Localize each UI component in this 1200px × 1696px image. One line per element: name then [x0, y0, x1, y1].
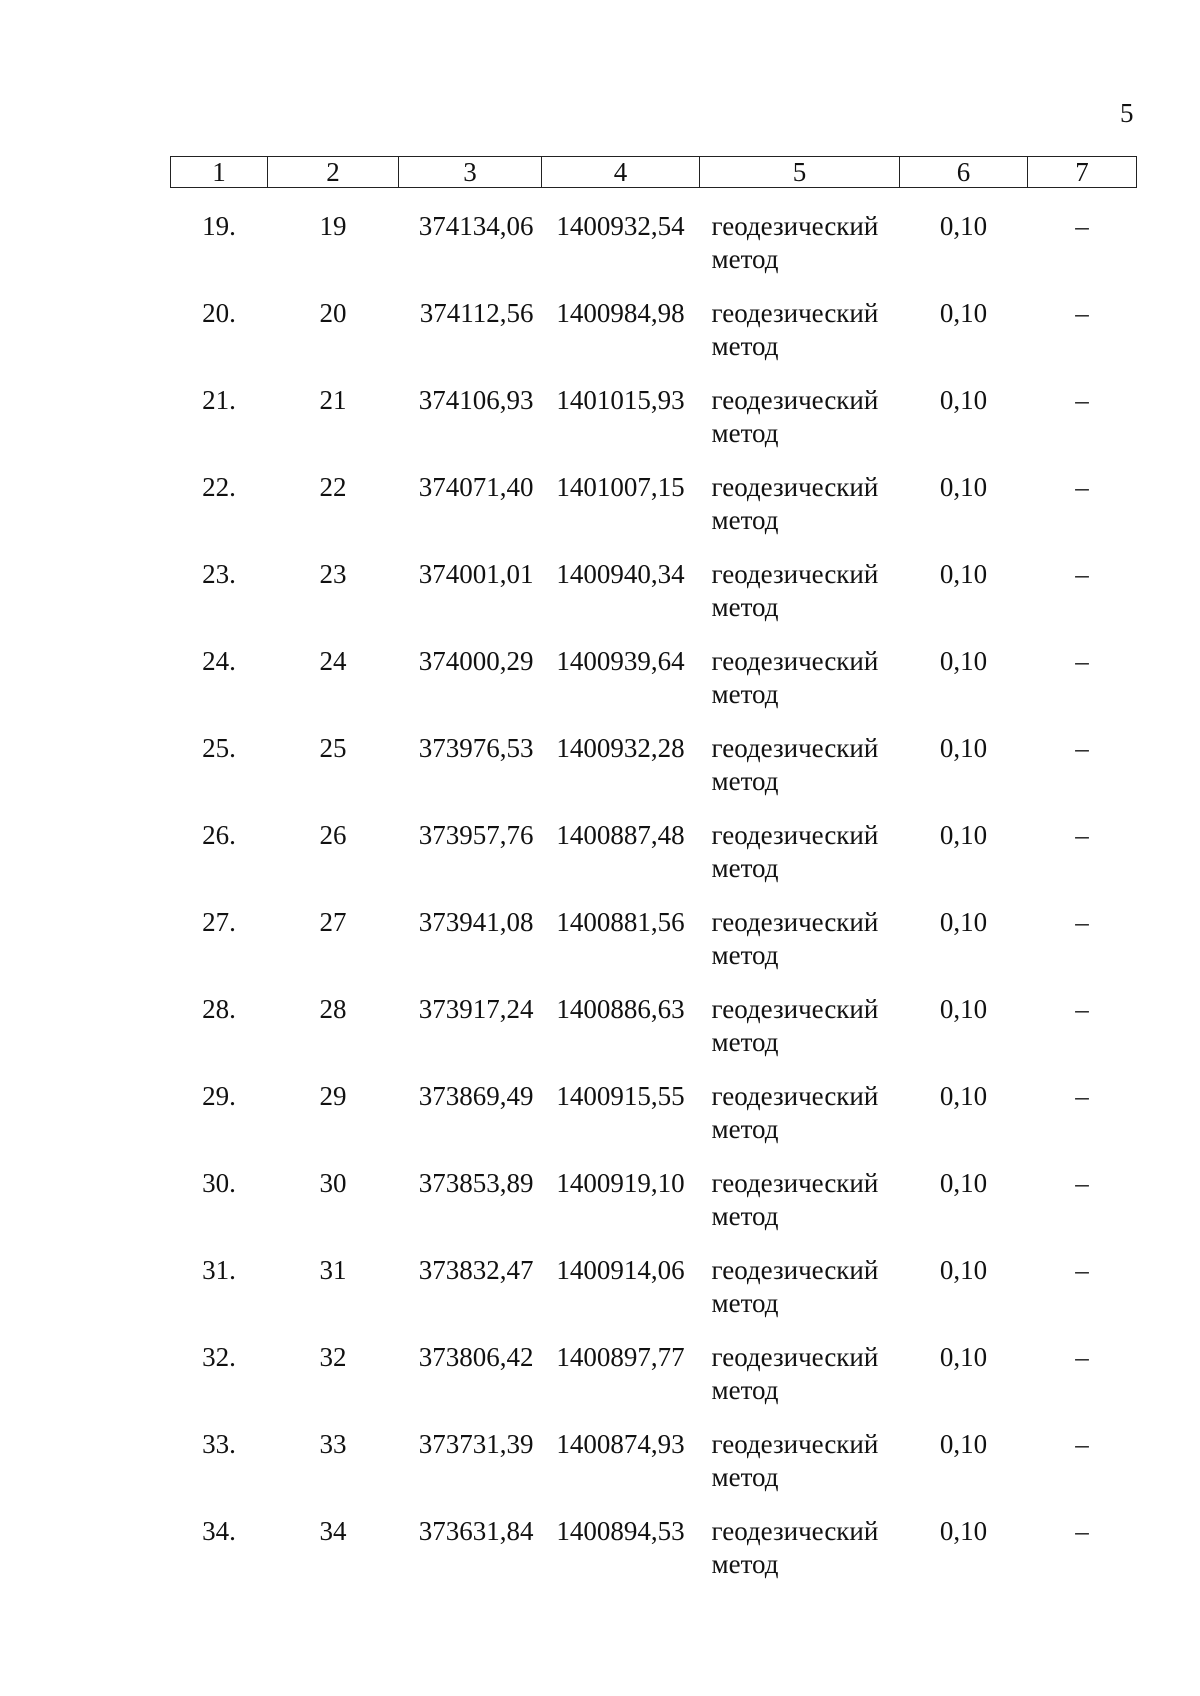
- header-cell: 4: [542, 157, 700, 188]
- point-id-cell: 30: [319, 1168, 347, 1198]
- row-number-cell: 33.: [202, 1429, 236, 1459]
- y-coordinate-cell: 1400984,98: [556, 298, 685, 328]
- y-coordinate-cell: 1401007,15: [556, 472, 685, 502]
- x-coordinate-cell: 373853,89: [418, 1168, 534, 1198]
- header-cell: 1: [171, 157, 268, 188]
- table-row: [171, 1428, 1137, 1515]
- table-row: [171, 1080, 1137, 1167]
- point-id-cell: 26: [319, 820, 347, 850]
- y-coordinate-cell: 1400940,34: [556, 559, 685, 589]
- table-row: [171, 1515, 1137, 1602]
- x-coordinate-cell: 373976,53: [418, 733, 534, 763]
- y-coordinate-cell: 1400932,54: [556, 211, 685, 241]
- point-id-cell: 34: [319, 1516, 347, 1546]
- y-coordinate-cell: 1401015,93: [556, 385, 685, 415]
- accuracy-cell: 0,10: [939, 1081, 988, 1111]
- header-cell: 3: [399, 157, 542, 188]
- accuracy-cell: 0,10: [939, 820, 988, 850]
- row-number-cell: 22.: [202, 472, 236, 502]
- point-id-cell: 19: [319, 211, 347, 241]
- accuracy-cell: 0,10: [939, 733, 988, 763]
- y-coordinate-cell: 1400874,93: [556, 1429, 685, 1459]
- note-cell: –: [1075, 820, 1089, 850]
- y-coordinate-cell: 1400919,10: [556, 1168, 685, 1198]
- table-row: [171, 1341, 1137, 1428]
- accuracy-cell: 0,10: [939, 1255, 988, 1285]
- table-body: [171, 188, 1137, 1603]
- y-coordinate-cell: 1400915,55: [556, 1081, 685, 1111]
- row-number-cell: 19.: [202, 211, 236, 241]
- row-number-cell: 34.: [202, 1516, 236, 1546]
- table-row: [171, 993, 1137, 1080]
- table-row: [171, 297, 1137, 384]
- x-coordinate-cell: 373917,24: [418, 994, 534, 1024]
- table-row: [171, 819, 1137, 906]
- accuracy-cell: 0,10: [939, 559, 988, 589]
- point-id-cell: 23: [319, 559, 347, 589]
- method-cell: геодезический метод: [711, 907, 879, 970]
- table-row: [171, 732, 1137, 819]
- y-coordinate-cell: 1400939,64: [556, 646, 685, 676]
- row-number-cell: 29.: [202, 1081, 236, 1111]
- method-cell: геодезический метод: [711, 211, 879, 274]
- x-coordinate-cell: 373941,08: [418, 907, 534, 937]
- note-cell: –: [1075, 1168, 1089, 1198]
- table-row: [171, 384, 1137, 471]
- accuracy-cell: 0,10: [939, 646, 988, 676]
- x-coordinate-cell: 373631,84: [418, 1516, 534, 1546]
- point-id-cell: 31: [319, 1255, 347, 1285]
- x-coordinate-cell: 374071,40: [418, 472, 534, 502]
- point-id-cell: 33: [319, 1429, 347, 1459]
- point-id-cell: 27: [319, 907, 347, 937]
- accuracy-cell: 0,10: [939, 1342, 988, 1372]
- row-number-cell: 27.: [202, 907, 236, 937]
- coordinates-table: [170, 156, 1137, 1602]
- method-cell: геодезический метод: [711, 298, 879, 361]
- table-row: [171, 1167, 1137, 1254]
- row-number-cell: 23.: [202, 559, 236, 589]
- method-cell: геодезический метод: [711, 646, 879, 709]
- point-id-cell: 21: [319, 385, 347, 415]
- note-cell: –: [1075, 733, 1089, 763]
- method-cell: геодезический метод: [711, 385, 879, 448]
- note-cell: –: [1075, 298, 1089, 328]
- table-row: [171, 188, 1137, 298]
- method-cell: геодезический метод: [711, 1168, 879, 1231]
- accuracy-cell: 0,10: [939, 298, 988, 328]
- table-header: [171, 157, 1137, 188]
- header-cell: 5: [700, 157, 900, 188]
- row-number-cell: 30.: [202, 1168, 236, 1198]
- x-coordinate-cell: 374106,93: [418, 385, 534, 415]
- header-cell: 2: [268, 157, 399, 188]
- note-cell: –: [1075, 559, 1089, 589]
- accuracy-cell: 0,10: [939, 472, 988, 502]
- row-number-cell: 31.: [202, 1255, 236, 1285]
- y-coordinate-cell: 1400894,53: [556, 1516, 685, 1546]
- row-number-cell: 21.: [202, 385, 236, 415]
- y-coordinate-cell: 1400887,48: [556, 820, 685, 850]
- note-cell: –: [1075, 1255, 1089, 1285]
- note-cell: –: [1075, 646, 1089, 676]
- row-number-cell: 28.: [202, 994, 236, 1024]
- x-coordinate-cell: 374112,56: [419, 298, 534, 328]
- note-cell: –: [1075, 1081, 1089, 1111]
- x-coordinate-cell: 373832,47: [418, 1255, 534, 1285]
- x-coordinate-cell: 373957,76: [418, 820, 534, 850]
- note-cell: –: [1075, 472, 1089, 502]
- method-cell: геодезический метод: [711, 559, 879, 622]
- header-row: [171, 157, 1137, 188]
- point-id-cell: 20: [319, 298, 347, 328]
- header-cell: 7: [1028, 157, 1137, 188]
- method-cell: геодезический метод: [711, 1081, 879, 1144]
- accuracy-cell: 0,10: [939, 994, 988, 1024]
- method-cell: геодезический метод: [711, 472, 879, 535]
- y-coordinate-cell: 1400914,06: [556, 1255, 685, 1285]
- table-row: [171, 471, 1137, 558]
- point-id-cell: 32: [319, 1342, 347, 1372]
- method-cell: геодезический метод: [711, 994, 879, 1057]
- y-coordinate-cell: 1400932,28: [556, 733, 685, 763]
- method-cell: геодезический метод: [711, 820, 879, 883]
- point-id-cell: 24: [319, 646, 347, 676]
- note-cell: –: [1075, 907, 1089, 937]
- row-number-cell: 20.: [202, 298, 236, 328]
- note-cell: –: [1075, 1429, 1089, 1459]
- accuracy-cell: 0,10: [939, 385, 988, 415]
- row-number-cell: 32.: [202, 1342, 236, 1372]
- method-cell: геодезический метод: [711, 733, 879, 796]
- x-coordinate-cell: 374000,29: [418, 646, 534, 676]
- note-cell: –: [1075, 211, 1089, 241]
- row-number-cell: 26.: [202, 820, 236, 850]
- accuracy-cell: 0,10: [939, 1516, 988, 1546]
- note-cell: –: [1075, 1342, 1089, 1372]
- row-number-cell: 24.: [202, 646, 236, 676]
- note-cell: –: [1075, 994, 1089, 1024]
- x-coordinate-cell: 373869,49: [418, 1081, 534, 1111]
- method-cell: геодезический метод: [711, 1255, 879, 1318]
- method-cell: геодезический метод: [711, 1429, 879, 1492]
- note-cell: –: [1075, 385, 1089, 415]
- note-cell: –: [1075, 1516, 1089, 1546]
- point-id-cell: 28: [319, 994, 347, 1024]
- method-cell: геодезический метод: [711, 1516, 879, 1579]
- x-coordinate-cell: 374001,01: [418, 559, 534, 589]
- method-cell: геодезический метод: [711, 1342, 879, 1405]
- accuracy-cell: 0,10: [939, 1429, 988, 1459]
- table-row: [171, 645, 1137, 732]
- table-row: [171, 1254, 1137, 1341]
- table-row: [171, 558, 1137, 645]
- page-number: 5: [1120, 98, 1134, 128]
- y-coordinate-cell: 1400897,77: [556, 1342, 685, 1372]
- point-id-cell: 29: [319, 1081, 347, 1111]
- accuracy-cell: 0,10: [939, 1168, 988, 1198]
- point-id-cell: 22: [319, 472, 347, 502]
- y-coordinate-cell: 1400881,56: [556, 907, 685, 937]
- point-id-cell: 25: [319, 733, 347, 763]
- accuracy-cell: 0,10: [939, 907, 988, 937]
- accuracy-cell: 0,10: [939, 211, 988, 241]
- row-number-cell: 25.: [202, 733, 236, 763]
- x-coordinate-cell: 373806,42: [418, 1342, 534, 1372]
- table-row: [171, 906, 1137, 993]
- y-coordinate-cell: 1400886,63: [556, 994, 685, 1024]
- x-coordinate-cell: 374134,06: [418, 211, 534, 241]
- header-cell: 6: [900, 157, 1028, 188]
- x-coordinate-cell: 373731,39: [418, 1429, 534, 1459]
